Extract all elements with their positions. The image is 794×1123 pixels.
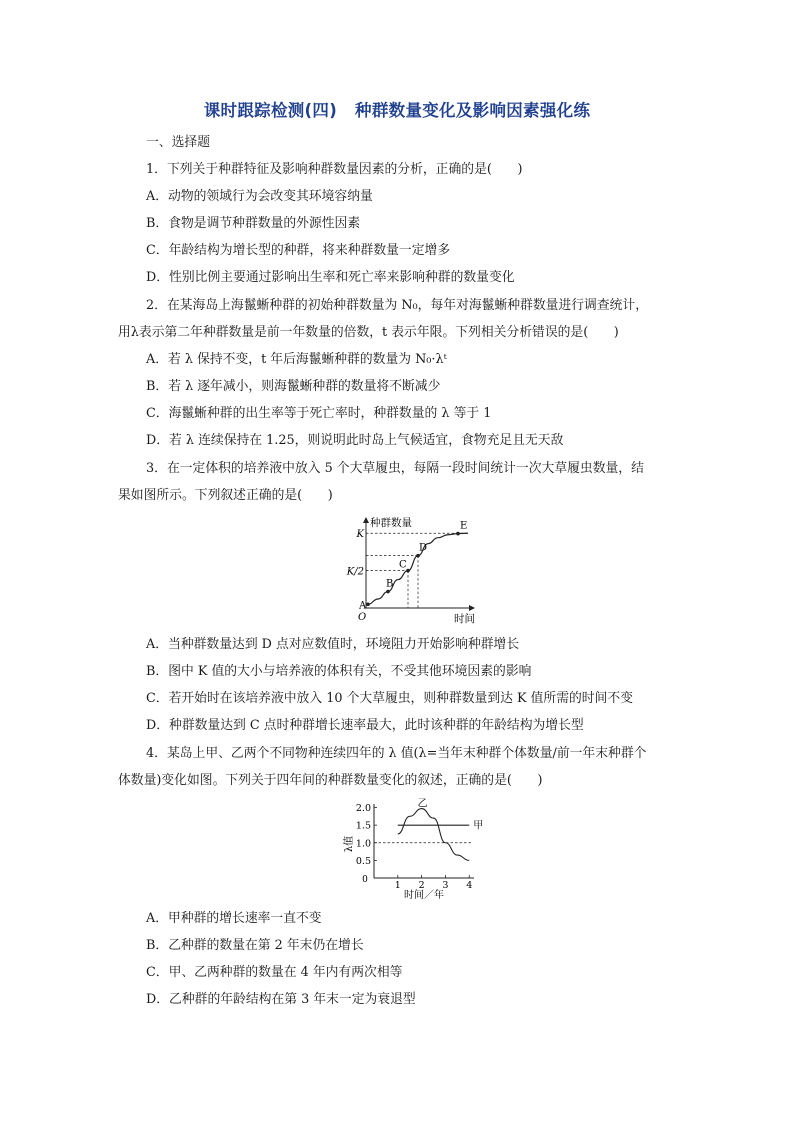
q2-stem-line2: 用λ表示第二年种群数量是前一年数量的倍数，t 表示年限。下列相关分析错误的是( ) (118, 325, 619, 340)
q4-option-d: D．乙种群的年龄结构在第 3 年末一定为衰退型 (146, 992, 416, 1007)
q1-option-a: A．动物的领域行为会改变其环境容纳量 (146, 189, 373, 204)
q2-option-d: D．若 λ 连续保持在 1.25，则说明此时岛上气候适宜，食物充足且无天敌 (146, 433, 564, 448)
point-e (456, 532, 460, 536)
q1-option-c: C．年龄结构为增长型的种群，将来种群数量一定增多 (146, 243, 451, 258)
q3-stem-line2: 果如图所示。下列叙述正确的是( ) (118, 488, 333, 503)
title-left: 课时跟踪检测(四) (203, 101, 338, 120)
q2-stem-line1: 2．在某海岛上海鬣蜥种群的初始种群数量为 N₀，每年对海鬣蜥种群数量进行调查统计， (146, 298, 649, 313)
section-heading: 一、选择题 (146, 135, 210, 150)
q2-option-c: C．海鬣蜥种群的出生率等于死亡率时，种群数量的 λ 等于 1 (146, 406, 492, 421)
y-tick-label: 0.5 (355, 855, 371, 867)
q1-option-d: D．性别比例主要通过影响出生率和死亡率来影响种群的数量变化 (146, 270, 515, 285)
q3-option-b: B．图中 K 值的大小与培养液的体积有关，不受其他环境因素的影响 (146, 664, 532, 679)
origin-label: O (358, 612, 367, 623)
q4-stem-line2: 体数量)变化如图。下列关于四年间的种群数量变化的叙述，正确的是( ) (118, 773, 543, 788)
q1-option-b: B．食物是调节种群数量的外源性因素 (146, 216, 361, 231)
series-label-yi: 乙 (417, 798, 428, 810)
point-label-a: A (359, 600, 367, 612)
point-c (406, 569, 410, 573)
q3-stem-line1: 3．在一定体积的培养液中放入 5 个大草履虫，每隔一段时间统计一次大草履虫数量，结 (146, 461, 644, 476)
q3-option-d: D．种群数量达到 C 点时种群增长速率最大，此时该种群的年龄结构为增长型 (146, 718, 584, 733)
q2-option-a: A．若 λ 保持不变，t 年后海鬣蜥种群的数量为 N₀·λᵗ (146, 352, 447, 367)
q4-option-b: B．乙种群的数量在第 2 年末仍在增长 (146, 938, 364, 953)
series-line-yi (398, 809, 469, 861)
lambda-value-chart-figure (334, 796, 494, 908)
x-axis-label: 时间 (454, 613, 475, 625)
q4-option-a: A．甲种群的增长速率一直不变 (146, 911, 322, 926)
y-tick-label: 2.0 (355, 803, 371, 815)
y-tick-label-half-k: K/2 (346, 566, 364, 578)
title-right: 种群数量变化及影响因素强化练 (355, 101, 591, 120)
q3-option-a: A．当种群数量达到 D 点对应数值时，环境阻力开始影响种群增长 (146, 637, 520, 652)
x-tick-label: 4 (466, 880, 473, 891)
point-label-d: D (419, 542, 428, 554)
q4-stem-line1: 4．某岛上甲、乙两个不同物种连续四年的 λ 值(λ=当年末种群个体数量/前一年末种群个 (146, 746, 647, 761)
y-axis-label: 种群数量 (370, 517, 412, 529)
y-tick-label-k: K (356, 529, 364, 541)
q4-option-c: C．甲、乙两种群的数量在 4 年内有两次相等 (146, 965, 403, 980)
q1-stem: 1．下列关于种群特征及影响种群数量因素的分析，正确的是( ) (146, 162, 523, 177)
q3-option-c: C．若开始时在该培养液中放入 10 个大草履虫，则种群数量到达 K 值所需的时间不变 (146, 691, 633, 706)
series-label-jia: 甲 (473, 820, 484, 832)
population-growth-s-curve-figure (336, 512, 486, 632)
origin-label: 0 (362, 875, 368, 885)
x-tick-label: 3 (442, 880, 449, 891)
point-b (386, 590, 390, 594)
point-label-e: E (460, 520, 468, 532)
x-tick-label: 2 (418, 880, 425, 891)
point-label-b: B (386, 578, 394, 590)
y-tick-label: 1.0 (355, 838, 371, 850)
page-title (0, 97, 794, 121)
point-a (366, 602, 370, 606)
x-tick-label: 1 (394, 880, 401, 891)
x-axis-label: 时间／年 (404, 890, 444, 901)
y-tick-label: 1.5 (355, 820, 371, 832)
point-label-c: C (399, 559, 407, 571)
q2-option-b: B．若 λ 逐年减小，则海鬣蜥种群的数量将不断减少 (146, 379, 441, 394)
point-d (416, 554, 420, 558)
y-axis-label: λ值 (344, 835, 355, 853)
